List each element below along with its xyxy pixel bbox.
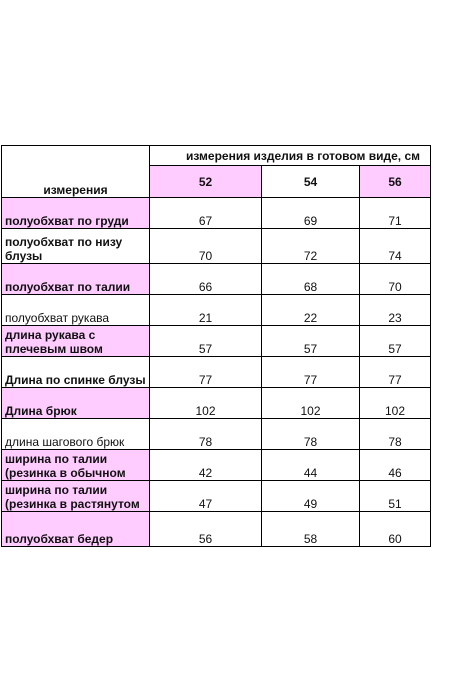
size-header-row [2,166,431,198]
table-row [2,481,431,512]
cell-value: 77 [150,357,262,388]
row-label: ширина по талии (резинка в растянутом [2,481,150,512]
table-row [2,198,431,229]
row-label: полуобхват по груди [2,198,150,229]
cell-value: 57 [262,326,360,357]
row-label: полуобхват по талии [2,264,150,295]
cell-value: 22 [262,295,360,326]
cell-value: 44 [262,450,360,481]
cell-value: 67 [150,198,262,229]
cell-value: 78 [150,419,262,450]
row-label: длина рукава с плечевым швом [2,326,150,357]
cell-value: 77 [360,357,431,388]
cell-value: 78 [262,419,360,450]
cell-value: 102 [360,388,431,419]
empty-corner-cell [2,146,150,166]
cell-value: 58 [262,512,360,547]
cell-value: 72 [262,229,360,264]
row-label: Длина брюк [2,388,150,419]
cell-value: 66 [150,264,262,295]
cell-value: 57 [360,326,431,357]
table-row [2,326,431,357]
table-row [2,419,431,450]
table-row [2,229,431,264]
size-header-52: 52 [150,166,262,198]
cell-value: 70 [150,229,262,264]
size-header-54: 54 [262,166,360,198]
row-label: полуобхват по низу блузы [2,229,150,264]
row-label: полуобхват бедер [2,512,150,547]
table-row [2,264,431,295]
cell-value: 47 [150,481,262,512]
cell-value: 21 [150,295,262,326]
row-label: ширина по талии (резинка в обычном [2,450,150,481]
size-table-body [2,146,431,547]
cell-value: 74 [360,229,431,264]
cell-value: 51 [360,481,431,512]
cell-value: 78 [360,419,431,450]
cell-value: 77 [262,357,360,388]
column-header-label: измерения [2,166,150,198]
table-row [2,450,431,481]
table-row [2,388,431,419]
cell-value: 69 [262,198,360,229]
table-caption: измерения изделия в готовом виде, см [150,146,431,166]
row-label: полуобхват рукава [2,295,150,326]
cell-value: 71 [360,198,431,229]
cell-value: 68 [262,264,360,295]
table-row [2,357,431,388]
cell-value: 102 [262,388,360,419]
caption-row [2,146,431,166]
cell-value: 60 [360,512,431,547]
row-label: Длина по спинке блузы [2,357,150,388]
cell-value: 57 [150,326,262,357]
cell-value: 42 [150,450,262,481]
cell-value: 46 [360,450,431,481]
row-label: длина шагового брюк [2,419,150,450]
table-row [2,295,431,326]
size-header-56: 56 [360,166,431,198]
cell-value: 70 [360,264,431,295]
cell-value: 23 [360,295,431,326]
size-table [1,145,431,547]
cell-value: 102 [150,388,262,419]
cell-value: 49 [262,481,360,512]
table-row [2,512,431,547]
cell-value: 56 [150,512,262,547]
